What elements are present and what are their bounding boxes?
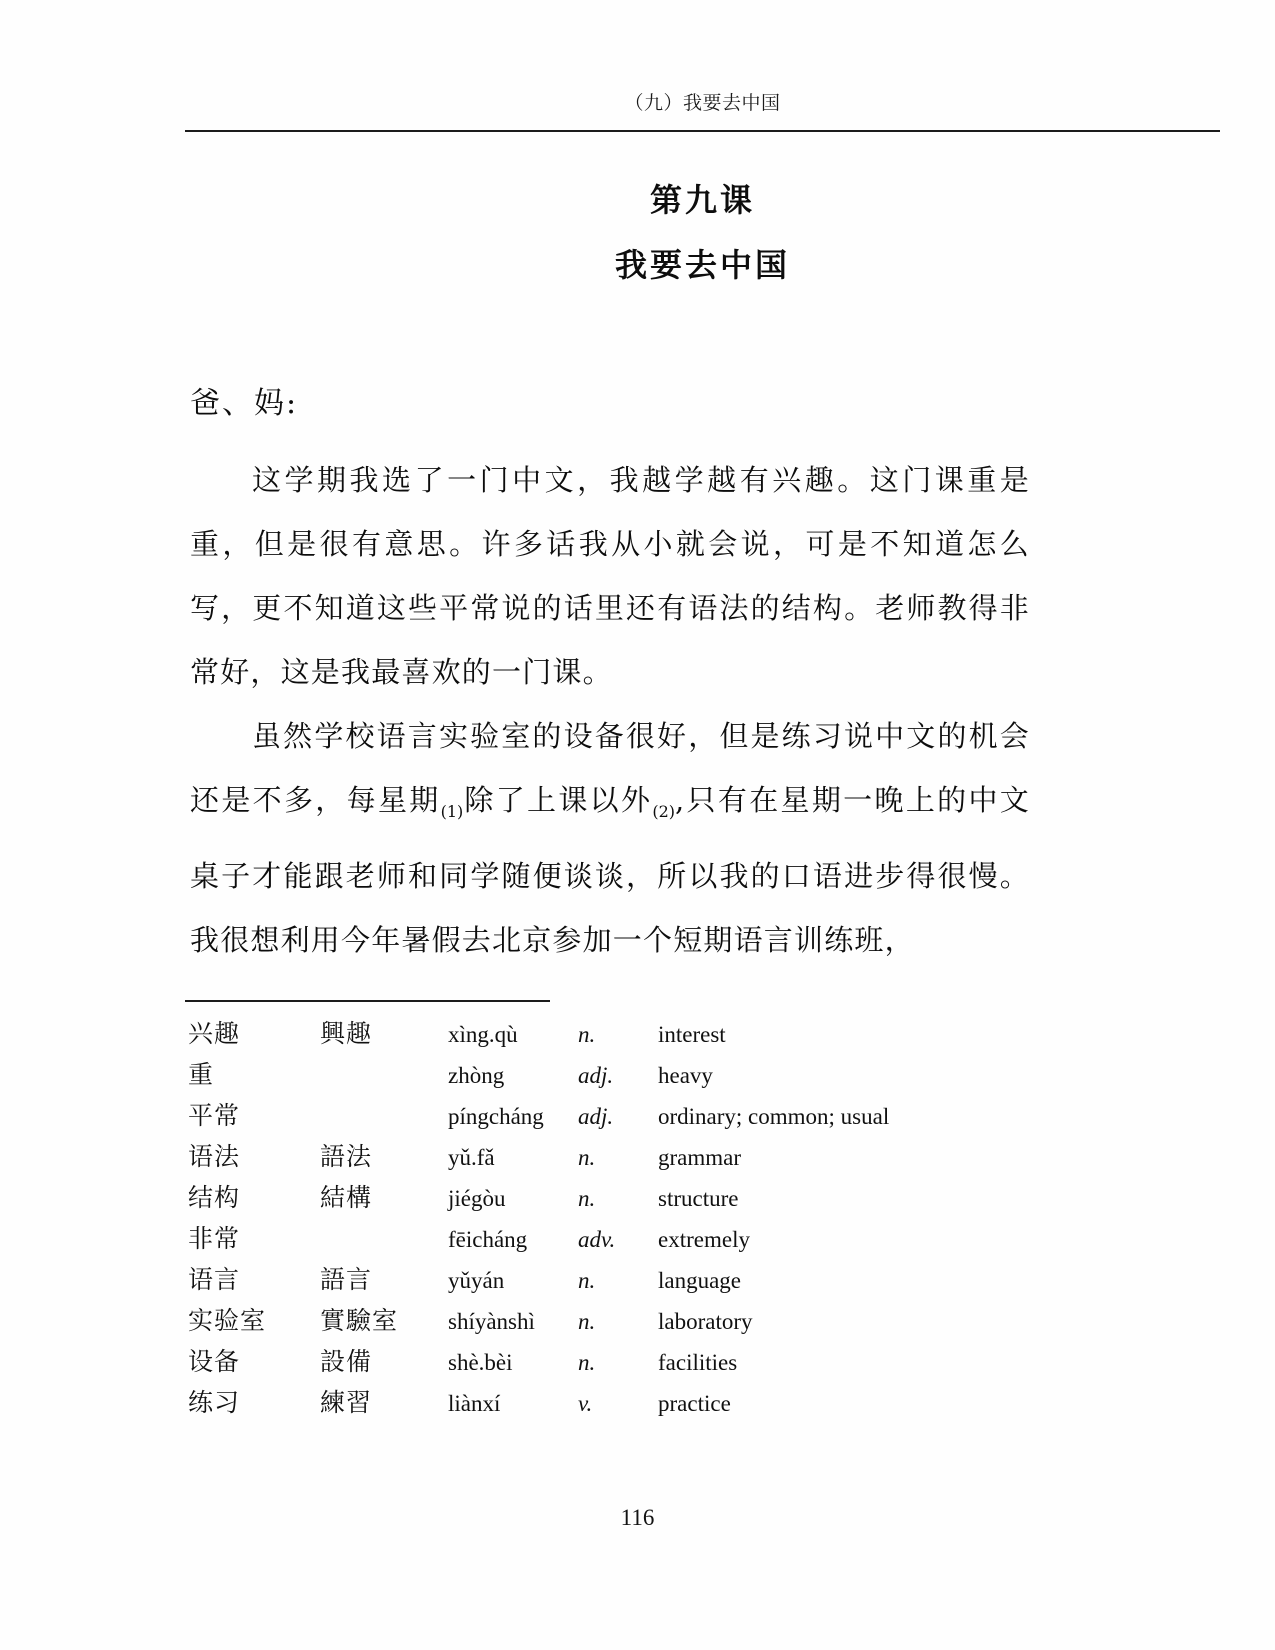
letter-paragraph-2 — [190, 704, 1030, 972]
vocab-traditional — [320, 1227, 448, 1268]
vocab-simplified: 重 — [188, 1060, 215, 1089]
vocab-pinyin: xìng.qù — [448, 1022, 518, 1047]
vocab-english: grammar — [658, 1145, 742, 1170]
vocab-english: structure — [658, 1186, 739, 1211]
vocab-pinyin: yǔyán — [448, 1268, 505, 1293]
page-number: 116 — [620, 1505, 655, 1530]
vocab-traditional — [320, 1104, 448, 1145]
vocab-pinyin: yǔ.fǎ — [448, 1145, 495, 1170]
vocab-english: laboratory — [658, 1309, 753, 1334]
vocab-pos: adv. — [578, 1227, 616, 1252]
table-row — [188, 1227, 889, 1268]
vocab-english: interest — [658, 1022, 726, 1047]
letter-paragraph-1: 这学期我选了一门中文，我越学越有兴趣。这门课重是重，但是很有意思。许多话我从小就会说，可是不知道怎么写，更不知道这些平常说的话里还有语法的结构。老师教得非常好，这是我最喜欢的一门课。 — [190, 463, 1030, 689]
vocab-traditional: 練習 — [320, 1388, 373, 1417]
vocabulary-divider-rule — [185, 1000, 550, 1002]
vocab-simplified: 平常 — [188, 1101, 241, 1130]
table-row — [188, 1268, 889, 1309]
table-row — [188, 1022, 889, 1063]
vocab-pos: adj. — [578, 1104, 614, 1129]
vocab-pinyin: píngcháng — [448, 1104, 544, 1129]
letter-salutation: 爸、妈: — [190, 386, 299, 421]
vocab-simplified: 兴趣 — [188, 1019, 241, 1048]
vocab-english: extremely — [658, 1227, 750, 1252]
vocab-english: heavy — [658, 1063, 713, 1088]
vocab-traditional: 設備 — [320, 1347, 373, 1376]
vocab-simplified: 非常 — [188, 1224, 241, 1253]
paragraph-2-segment-a: 虽然学校语言实验室的设备很好，但是练习说中文的机会还是不多，每星期 — [190, 719, 1030, 817]
vocab-simplified: 设备 — [188, 1347, 241, 1376]
vocab-simplified: 语法 — [188, 1142, 241, 1171]
vocab-simplified: 练习 — [188, 1388, 241, 1417]
vocab-pos: n. — [578, 1350, 596, 1375]
vocab-traditional: 興趣 — [320, 1019, 373, 1048]
table-row — [188, 1309, 889, 1350]
running-head: （九）我要去中国 — [624, 92, 781, 114]
lesson-number-title: 第九课 — [649, 181, 755, 219]
vocab-traditional: 結構 — [320, 1183, 373, 1212]
vocab-pos: n. — [578, 1309, 596, 1334]
table-row — [188, 1104, 889, 1145]
vocabulary-table-body — [188, 1019, 890, 1432]
vocab-simplified: 结构 — [188, 1183, 241, 1212]
vocab-pinyin: shè.bèi — [448, 1350, 513, 1375]
table-row — [188, 1145, 889, 1186]
table-row — [188, 1063, 889, 1104]
vocab-pos: n. — [578, 1268, 596, 1293]
paragraph-2-segment-c: ,只有在星期一晚上的中文桌子才能跟老师和同学随便谈谈，所以我的口语进步得很慢。我很想利用今年暑假去北京参加一个短期语言训练班， — [190, 783, 1030, 957]
vocab-simplified: 实验室 — [188, 1306, 267, 1335]
vocab-english: ordinary; common; usual — [658, 1104, 890, 1129]
vocab-pos: n. — [578, 1186, 596, 1211]
vocab-pinyin: liànxí — [448, 1391, 501, 1416]
vocab-traditional: 語言 — [320, 1265, 373, 1294]
vocab-pinyin: jiégòu — [448, 1186, 506, 1211]
vocab-simplified: 语言 — [188, 1265, 241, 1294]
letter-body — [190, 448, 1030, 972]
vocab-pinyin: fēicháng — [448, 1227, 528, 1252]
vocab-pinyin: zhòng — [448, 1063, 505, 1088]
vocabulary-table — [188, 1019, 890, 1432]
lesson-subtitle: 我要去中国 — [614, 246, 790, 284]
vocab-pinyin: shíyànshì — [448, 1309, 535, 1334]
vocab-english: language — [658, 1268, 742, 1293]
header-rule — [185, 130, 1220, 132]
table-row — [188, 1391, 889, 1432]
vocab-traditional: 語法 — [320, 1142, 373, 1171]
vocab-traditional — [320, 1063, 448, 1104]
vocab-pos: v. — [578, 1391, 593, 1416]
vocab-english: practice — [658, 1391, 731, 1416]
vocab-pos: n. — [578, 1022, 596, 1047]
vocabulary-list — [188, 1019, 1188, 1432]
vocab-english: facilities — [658, 1350, 738, 1375]
paragraph-2-segment-b: 除了上课以外 — [463, 783, 653, 817]
vocab-pos: n. — [578, 1145, 596, 1170]
table-row — [188, 1350, 889, 1391]
vocab-traditional: 實驗室 — [320, 1306, 399, 1335]
footnote-marker-2: (2) — [652, 801, 676, 821]
table-row — [188, 1186, 889, 1227]
footnote-marker-1: (1) — [440, 801, 464, 821]
vocab-pos: adj. — [578, 1063, 614, 1088]
